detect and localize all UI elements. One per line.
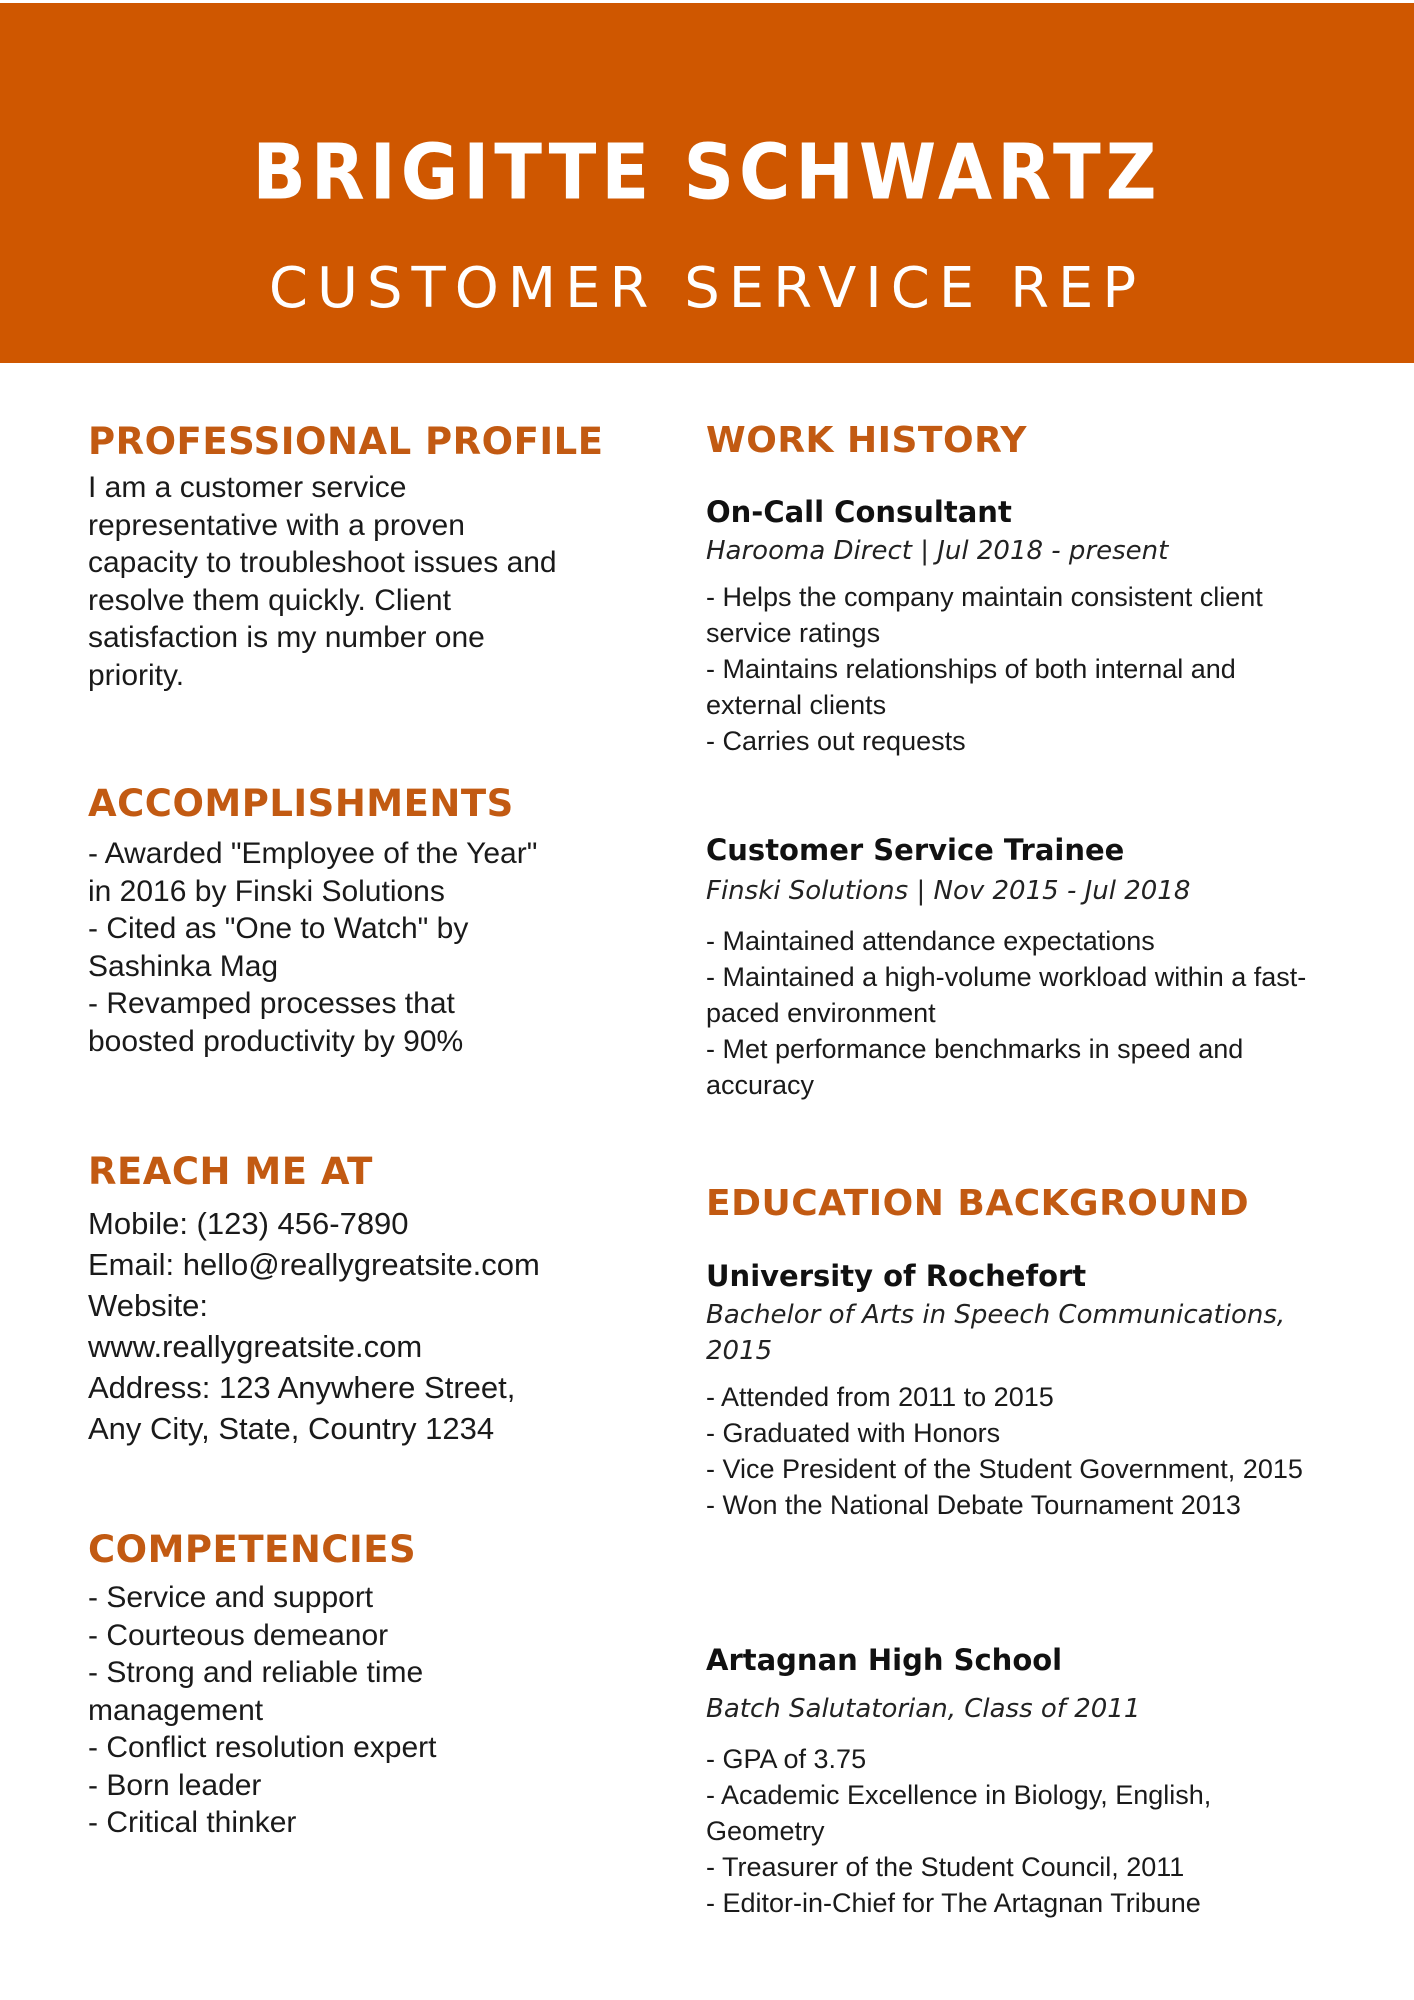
text-line: - Vice President of the Student Government, 2015: [706, 1454, 1303, 1484]
text-line: - Helps the company maintain consistent client: [706, 582, 1263, 612]
meta-line: 2015: [706, 1336, 773, 1366]
contact-address: Address: 123 Anywhere Street,: [88, 1370, 516, 1405]
job-meta: Finski Solutions | Nov 2015 - Jul 2018: [706, 876, 1191, 906]
accomplishments-section: [88, 782, 648, 1060]
text-line: - Born leader: [88, 1768, 262, 1802]
job-title: On-Call Consultant: [706, 495, 1012, 529]
text-line: - Editor-in-Chief for The Artagnan Tribune: [706, 1888, 1201, 1918]
job-title: Customer Service Trainee: [706, 833, 1125, 867]
contact-website-label: Website:: [88, 1288, 209, 1323]
text-line: resolve them quickly. Client: [88, 583, 451, 617]
text-line: management: [88, 1693, 264, 1727]
accomplishments-list: [88, 835, 648, 1060]
text-line: - Service and support: [88, 1581, 374, 1614]
job-entry: [706, 833, 1366, 1103]
text-line: priority.: [88, 658, 185, 692]
text-line: - Won the National Debate Tournament 2013: [706, 1490, 1241, 1520]
school-meta: [706, 1691, 1366, 1727]
section-heading: REACH ME AT: [88, 1150, 373, 1193]
header-banner: [0, 3, 1414, 363]
school-entry: [706, 1259, 1366, 1523]
text-line: - Graduated with Honors: [706, 1418, 1001, 1448]
contact-details: [88, 1203, 648, 1449]
text-line: - Critical thinker: [88, 1806, 297, 1839]
text-line: satisfaction is my number one: [88, 621, 485, 654]
contact-address-city: Any City, State, Country 1234: [88, 1411, 495, 1446]
text-line: - Maintained attendance expectations: [706, 926, 1155, 956]
job-role: CUSTOMER SERVICE REP: [268, 256, 1146, 321]
text-line: representative with a proven: [88, 508, 465, 542]
school-name: University of Rochefort: [706, 1259, 1087, 1293]
text-line: accuracy: [706, 1070, 815, 1100]
education-section: [706, 1183, 1366, 1224]
section-heading: PROFESSIONAL PROFILE: [88, 420, 604, 463]
text-line: - Academic Excellence in Biology, English,: [706, 1780, 1212, 1810]
meta-line: Bachelor of Arts in Speech Communications,: [706, 1300, 1286, 1330]
section-heading: EDUCATION BACKGROUND: [706, 1183, 1250, 1224]
text-line: - GPA of 3.75: [706, 1744, 867, 1774]
competencies-list: [88, 1579, 648, 1842]
contact-website: www.reallygreatsite.com: [88, 1329, 423, 1364]
contact-mobile: Mobile: (123) 456-7890: [88, 1206, 409, 1241]
contact-section: [88, 1150, 648, 1449]
job-meta: Harooma Direct | Jul 2018 - present: [706, 536, 1169, 566]
text-line: capacity to troubleshoot issues and: [88, 546, 557, 579]
competencies-section: [88, 1528, 648, 1842]
school-entry: [706, 1643, 1366, 1921]
text-line: Geometry: [706, 1816, 825, 1846]
person-name: BRIGITTE SCHWARTZ: [252, 126, 1162, 218]
text-line: - Courteous demeanor: [88, 1618, 389, 1652]
school-name: Artagnan High School: [706, 1643, 1063, 1677]
text-line: - Maintained a high-volume workload within a fast-: [706, 962, 1307, 992]
section-heading: WORK HISTORY: [706, 420, 1027, 461]
professional-profile-section: [88, 420, 648, 694]
job-entry: [706, 495, 1366, 759]
section-heading: COMPETENCIES: [88, 1528, 417, 1571]
section-heading: ACCOMPLISHMENTS: [88, 782, 514, 825]
job-duties: [706, 923, 1366, 1103]
text-line: - Met performance benchmarks in speed and: [706, 1034, 1244, 1064]
text-line: - Treasurer of the Student Council, 2011: [706, 1852, 1185, 1882]
text-line: - Strong and reliable time: [88, 1656, 424, 1689]
job-duties: [706, 579, 1366, 759]
text-line: Sashinka Mag: [88, 949, 279, 983]
school-details: [706, 1741, 1366, 1921]
contact-email: Email: hello@reallygreatsite.com: [88, 1247, 540, 1282]
text-line: - Conflict resolution expert: [88, 1731, 437, 1764]
text-line: - Cited as "One to Watch" by: [88, 912, 469, 945]
school-meta: [706, 1297, 1366, 1369]
text-line: - Maintains relationships of both internal and: [706, 654, 1236, 684]
text-line: - Revamped processes that: [88, 987, 455, 1020]
meta-line: Batch Salutatorian, Class of 2011: [706, 1694, 1141, 1724]
profile-text: [88, 469, 648, 694]
text-line: - Carries out requests: [706, 726, 966, 756]
text-line: - Awarded "Employee of the Year": [88, 837, 538, 870]
text-line: in 2016 by Finski Solutions: [88, 874, 445, 908]
text-line: - Attended from 2011 to 2015: [706, 1382, 1054, 1412]
text-line: external clients: [706, 690, 887, 720]
text-line: boosted productivity by 90%: [88, 1024, 464, 1058]
school-details: [706, 1379, 1366, 1523]
text-line: I am a customer service: [88, 471, 407, 504]
text-line: paced environment: [706, 998, 936, 1028]
work-history-section: [706, 420, 1366, 461]
text-line: service ratings: [706, 618, 881, 648]
